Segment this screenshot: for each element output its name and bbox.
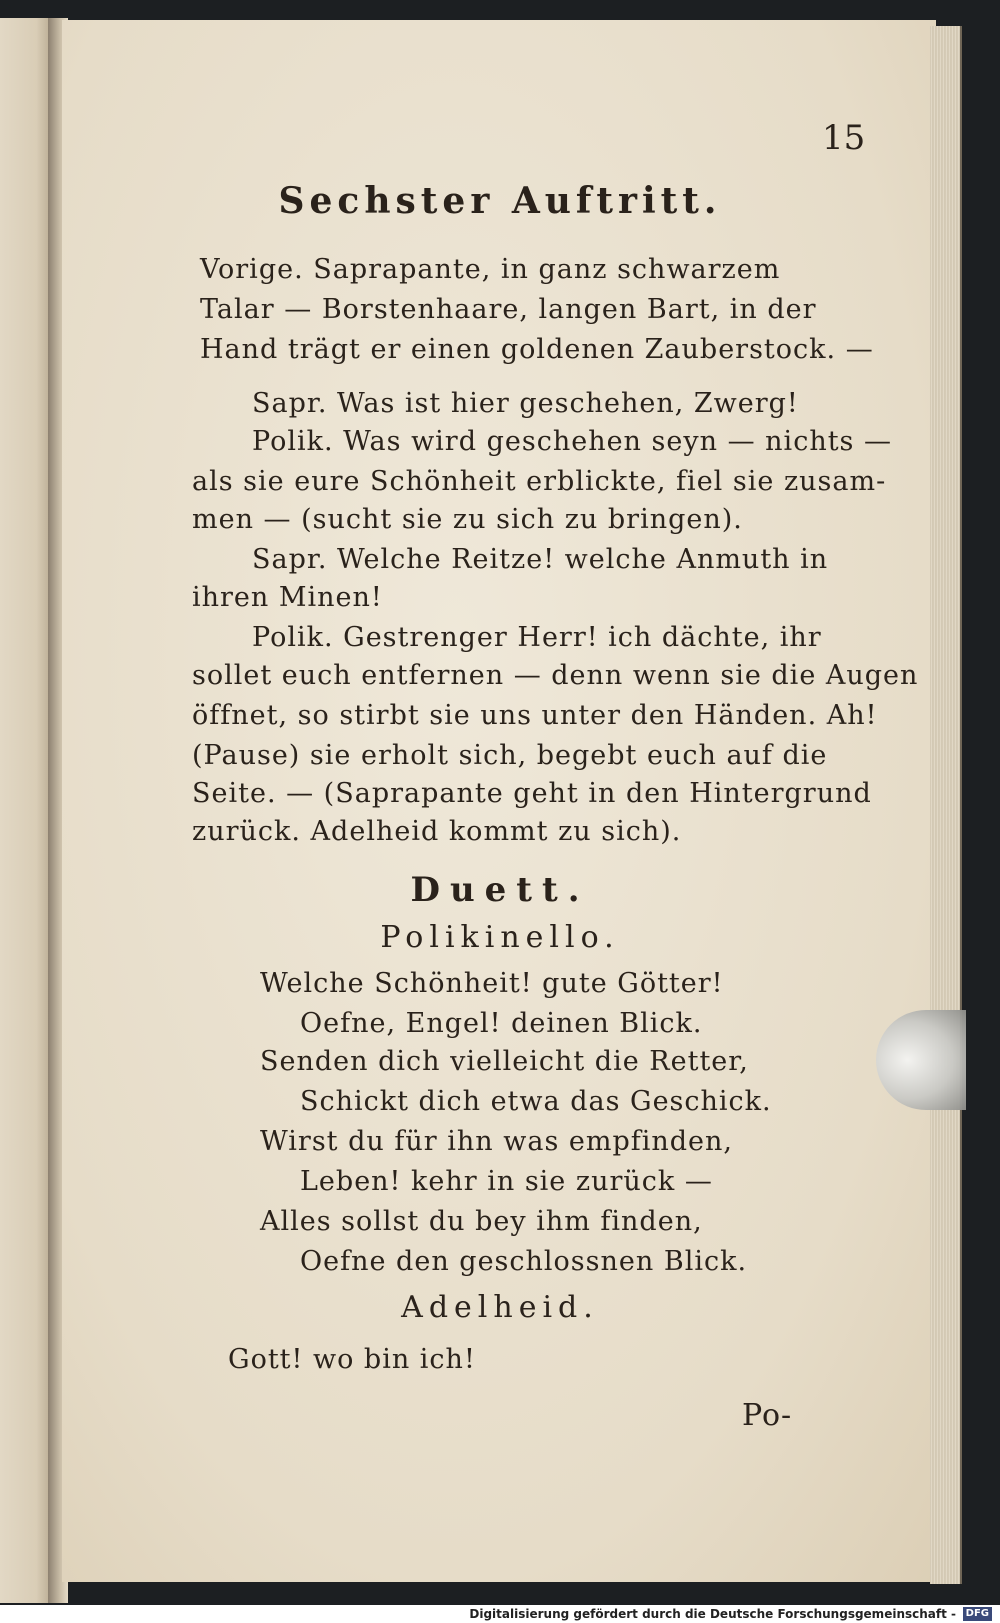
verse-line: Oefne den geschlossnen Blick. [300,1246,748,1277]
verse-line: Alles sollst du bey ihm finden, [260,1206,703,1237]
bookmark-clip [876,1010,966,1110]
verse-line: Wirst du für ihn was empfinden, [260,1126,733,1157]
dialogue-line: Sapr. Was ist hier geschehen, Zwerg! [252,388,799,419]
page-block-edge [930,26,962,1584]
dialogue-line: zurück. Adelheid kommt zu sich). [192,816,682,847]
dialogue-line: öffnet, so stirbt sie uns unter den Händen. Ah! [192,700,878,731]
dialogue-line: Seite. — (Saprapante geht in den Hintergrund [192,778,872,809]
singer-name: Adelheid. [401,1290,599,1325]
dialogue-line: Polik. Was wird geschehen seyn — nichts — [252,426,892,457]
dialogue-line: Sapr. Welche Reitze! welche Anmuth in [252,544,829,575]
catchword: Po- [742,1398,793,1433]
dialogue-line: Polik. Gestrenger Herr! ich dächte, ihr [252,622,822,653]
page-number: 15 [822,118,866,158]
dialogue-line: sollet euch entfernen — denn wenn sie die Augen [192,660,919,691]
stage-direction-line: Vorige. Saprapante, in ganz schwarzem [200,254,781,285]
dialogue-line: als sie eure Schönheit erblickte, fiel sie zusam- [192,466,887,497]
dialogue-line: (Pause) sie erholt sich, begebt euch auf die [192,740,828,771]
verse-line: Welche Schönheit! gute Götter! [260,968,724,999]
funding-credit: Digitalisierung gefördert durch die Deutsche Forschungsgemeinschaft - [469,1607,956,1621]
scene-heading: Sechster Auftritt. [278,180,722,222]
singer-name: Polikinello. [380,920,620,955]
verse-line: Leben! kehr in sie zurück — [300,1166,713,1197]
left-page-edge [0,18,52,1603]
stage-direction-line: Hand trägt er einen goldenen Zauberstock. — [200,334,874,365]
final-line: Gott! wo bin ich! [228,1344,476,1375]
dialogue-line: ihren Minen! [192,582,383,613]
dialogue-line: men — (sucht sie zu sich zu bringen). [192,504,743,535]
verse-line: Senden dich vielleicht die Retter, [260,1046,749,1077]
footer-bar [0,1605,1000,1623]
verse-line: Schickt dich etwa das Geschick. [300,1086,772,1117]
duet-title: Duett. [410,870,590,910]
dfg-logo: DFG [963,1607,992,1621]
stage-direction-line: Talar — Borstenhaare, langen Bart, in der [200,294,817,325]
verse-line: Oefne, Engel! deinen Blick. [300,1008,703,1039]
